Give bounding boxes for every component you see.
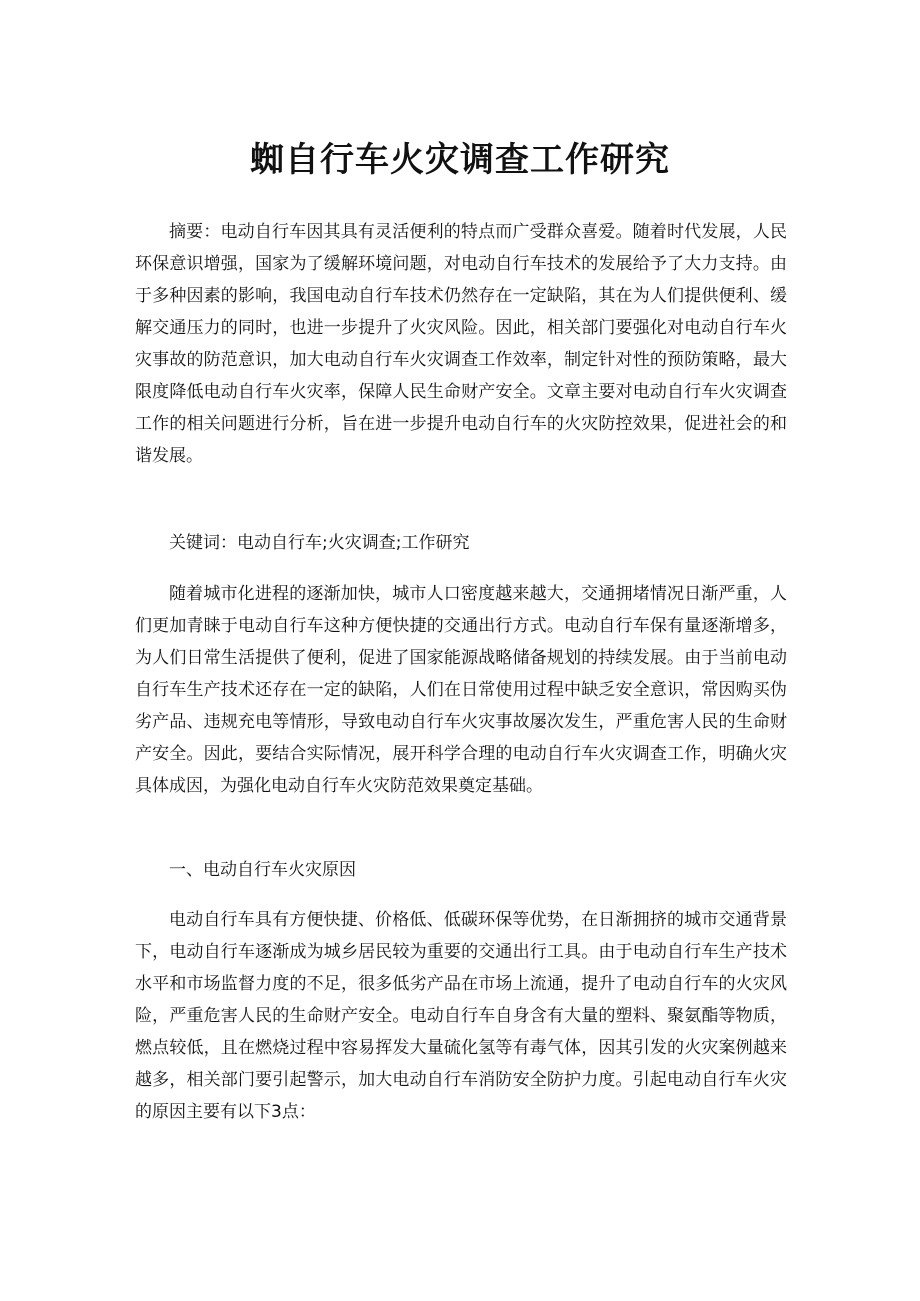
keywords-line [135,527,787,559]
keywords-text: 电动自行车;火灾调查;工作研究 [237,533,470,553]
abstract-label: 摘要： [169,222,221,242]
document-title: 蜘自行车火灾调查工作研究 [250,140,670,180]
section-heading: 一、电动自行车火灾原因 [169,860,356,880]
body-paragraph: 电动自行车具有方便快捷、价格低、低碳环保等优势，在日渐拥挤的城市交通背景下，电动自行车逐渐成为城乡居民较为重要的交通出行工具。由于电动自行车生产技术水平和市场监督力度的不足，很多低劣产品在市场上流通，提升了电动自行车的火灾风险，严重危害人民的生命财产安全。电动自行车自身含有大量的塑料、聚氨酯等物质，燃点较低，且在燃烧过程中容易挥发大量硫化氢等有毒气体，因其引发的火灾案例越来越多，相关部门要引起警示，加大电动自行车消防安全防护力度。引起电动自行车火灾的原因主要有以下3点： [135,910,787,1122]
intro-paragraph: 随着城市化进程的逐渐加快，城市人口密度越来越大，交通拥堵情况日渐严重，人们更加青睐于电动自行车这种方便快捷的交通出行方式。电动自行车保有量逐渐增多，为人们日常生活提供了便利，促进了国家能源战略储备规划的持续发展。由于当前电动自行车生产技术还存在一定的缺陷，人们在日常使用过程中缺乏安全意识，常因购买伪劣产品、违规充电等情形，导致电动自行车火灾事故屡次发生，严重危害人民的生命财产安全。因此，要结合实际情况，展开科学合理的电动自行车火灾调查工作，明确火灾具体成因，为强化电动自行车火灾防范效果奠定基础。 [135,584,787,796]
abstract-text: 电动自行车因其具有灵活便利的特点而广受群众喜爱。随着时代发展，人民环保意识增强，国家为了缓解环境问题，对电动自行车技术的发展给予了大力支持。由于多种因素的影响，我国电动自行车技术仍然存在一定缺陷，其在为人们提供便利、缓解交通压力的同时，也进一步提升了火灾风险。因此，相关部门要强化对电动自行车火灾事故的防范意识，加大电动自行车火灾调查工作效率，制定针对性的预防策略，最大限度降低电动自行车火灾率，保障人民生命财产安全。文章主要对电动自行车火灾调查工作的相关问题进行分析，旨在进一步提升电动自行车的火灾防控效果，促进社会的和谐发展。 [135,222,787,466]
abstract-paragraph [135,216,787,472]
keywords-label: 关键词： [169,533,237,553]
